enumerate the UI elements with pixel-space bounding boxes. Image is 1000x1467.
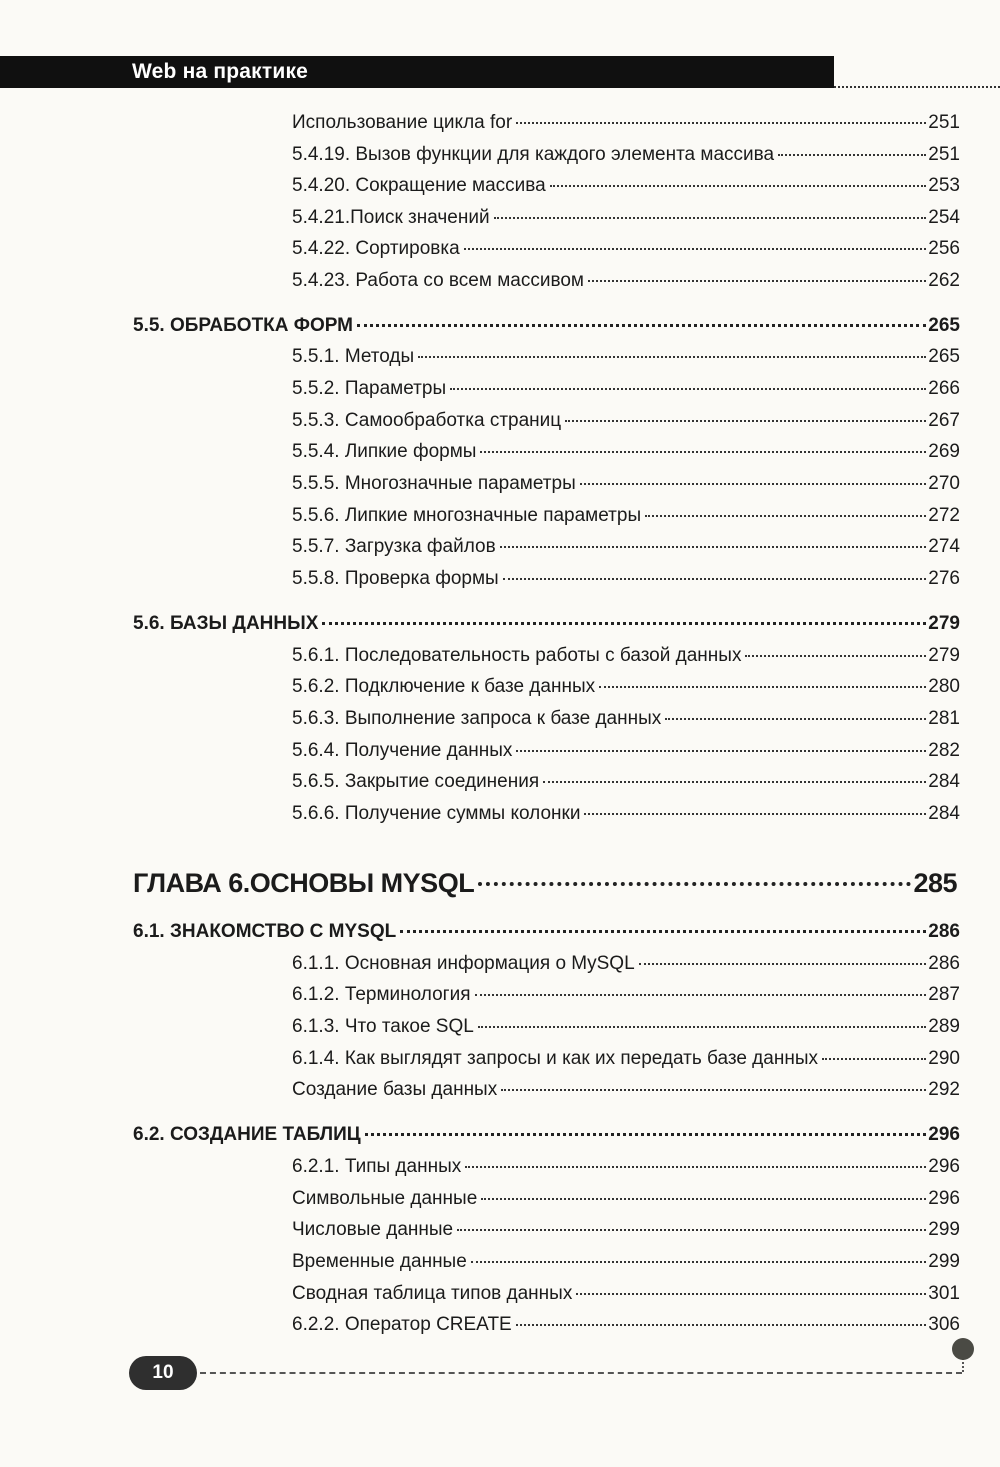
toc-entry [292,1156,960,1178]
toc-entry [292,441,960,463]
toc-entry-title: 5.4.23. Работа со всем массивом [292,270,584,291]
toc-entry [292,708,960,730]
toc-leader-dots [500,546,927,548]
toc-entry [292,1048,960,1070]
toc-entry-title: 5.4.22. Сортировка [292,238,460,259]
toc-leader-dots [565,420,926,422]
toc-leader-dots [778,154,926,156]
toc-leader-dots [365,1133,927,1136]
toc-page-number: 265 [928,315,960,336]
toc-entry-title: 5.5.1. Методы [292,346,415,367]
toc-entry-title: Символьные данные [292,1188,478,1209]
toc-entry-title: 5.6.5. Закрытие соединения [292,771,540,792]
toc-entry [292,984,960,1006]
toc-leader-dots [550,185,927,187]
toc-entry-title: 5.5.6. Липкие многозначные параметры [292,505,642,526]
toc-leader-dots [639,963,927,965]
footer-dotted-rule [200,1372,962,1374]
toc-entry-title: 5.6. БАЗЫ ДАННЫХ [133,613,319,634]
toc-entry-title: 5.6.4. Получение данных [292,740,513,761]
toc-entry-title: ГЛАВА 6.ОСНОВЫ MYSQL [133,868,475,898]
toc-page-number: 281 [928,708,960,729]
toc-page-number: 282 [928,740,960,761]
toc-leader-dots [516,122,926,124]
toc-entry-title: 5.5.3. Самообработка страниц [292,410,562,431]
toc-page-number: 270 [928,473,960,494]
toc-leader-dots [475,994,927,996]
toc-entry [292,1188,960,1210]
toc-page-number: 290 [928,1048,960,1069]
toc-entry-title: 5.5.4. Липкие формы [292,441,477,462]
toc-entry-title: 6.1.4. Как выглядят запросы и как их передать базе данных [292,1048,818,1069]
toc-entry-title: 6.1. ЗНАКОМСТВО С MYSQL [133,921,397,942]
toc-leader-dots [543,781,926,783]
toc-entry [292,676,960,698]
toc-leader-dots [418,356,926,358]
toc-entry [292,1251,960,1273]
toc-page-number: 287 [928,984,960,1005]
toc-section [133,613,960,635]
toc-leader-dots [457,1229,926,1231]
toc-entry [292,346,960,368]
running-header-title: Web на практике [132,60,309,83]
footer-dot-stem [962,1358,964,1372]
toc-leader-dots [494,217,927,219]
toc-leader-dots [400,930,926,933]
toc-leader-dots [580,483,927,485]
toc-entry [292,1016,960,1038]
toc-page-number: 265 [928,346,960,367]
toc-entry [292,270,960,292]
toc-entry-title: 6.1.2. Терминология [292,984,471,1005]
toc-entry [292,378,960,400]
toc-entry [292,144,960,166]
toc-entry [292,238,960,260]
toc-entry [292,1079,960,1101]
toc-page-number: 306 [928,1314,960,1335]
toc-leader-dots [357,324,926,327]
toc-page-number: 269 [928,441,960,462]
toc-entry [292,505,960,527]
toc-entry [292,803,960,825]
toc-section [133,921,960,943]
toc-entry [292,410,960,432]
toc-page-number: 286 [928,953,960,974]
toc-page-number: 285 [913,868,957,898]
toc-leader-dots [478,882,911,886]
toc-page-number: 296 [928,1188,960,1209]
toc-entry-title: Создание базы данных [292,1079,498,1100]
toc-page-number: 274 [928,536,960,557]
toc-page-number: 251 [928,144,960,165]
toc-page-number: 286 [928,921,960,942]
toc-page-number: 254 [928,207,960,228]
toc-entry [292,740,960,762]
toc-leader-dots [450,388,926,390]
toc-page-number: 262 [928,270,960,291]
toc-page-number: 266 [928,378,960,399]
toc-entry [292,1219,960,1241]
toc-entry-title: 5.4.21.Поиск значений [292,207,490,228]
toc-leader-dots [665,718,926,720]
toc-entry [292,771,960,793]
toc-entry-title: Сводная таблица типов данных [292,1283,573,1304]
toc-entry [292,1314,960,1336]
toc-leader-dots [516,1324,927,1326]
toc-chapter [133,868,957,899]
toc-leader-dots [584,813,926,815]
page-number-badge [129,1356,197,1390]
toc-entry-title: 6.1.3. Что такое SQL [292,1016,474,1037]
toc-entry [292,473,960,495]
toc-entry-title: 5.5.5. Многозначные параметры [292,473,576,494]
toc-page-number: 299 [928,1251,960,1272]
toc-entry-title: 5.5. ОБРАБОТКА ФОРМ [133,315,354,336]
running-header [0,56,834,88]
toc-page-number: 272 [928,505,960,526]
toc-entry [292,175,960,197]
toc-leader-dots [471,1261,927,1263]
toc-entry [292,568,960,590]
toc-entry-title: 5.5.7. Загрузка файлов [292,536,496,557]
toc-page-number: 253 [928,175,960,196]
toc-entry-title: 5.6.6. Получение суммы колонки [292,803,581,824]
toc-page-number: 296 [928,1124,960,1145]
toc-leader-dots [599,686,926,688]
toc-section [133,315,960,337]
toc-page-number: 296 [928,1156,960,1177]
toc-entry-title: 5.6.2. Подключение к базе данных [292,676,596,697]
toc-leader-dots [480,451,926,453]
toc-entry-title: 6.2. СОЗДАНИЕ ТАБЛИЦ [133,1124,361,1145]
header-dotted-rule [834,86,1000,88]
toc-entry-title: Временные данные [292,1251,467,1272]
toc-leader-dots [822,1058,926,1060]
toc-entry [292,112,960,134]
toc-entry-title: 6.1.1. Основная информация о MySQL [292,953,635,974]
toc-page-number: 301 [928,1283,960,1304]
toc-entry-title: 5.5.8. Проверка формы [292,568,499,589]
toc-entry-title: 5.6.1. Последовательность работы с базой данных [292,645,742,666]
toc-leader-dots [465,1166,926,1168]
toc-page-number: 289 [928,1016,960,1037]
toc-entry-title: Числовые данные [292,1219,454,1240]
toc-leader-dots [322,622,926,625]
toc-page-number: 284 [928,803,960,824]
toc-leader-dots [481,1198,926,1200]
toc-leader-dots [478,1026,926,1028]
toc-entry-title: 5.5.2. Параметры [292,378,447,399]
toc-page-number: 292 [928,1079,960,1100]
toc-page-number: 267 [928,410,960,431]
toc-leader-dots [503,578,927,580]
toc-entry-title: Использование цикла for [292,112,513,133]
toc-entry-title: 6.2.2. Оператор CREATE [292,1314,512,1335]
toc-entry-title: 5.6.3. Выполнение запроса к базе данных [292,708,662,729]
toc-entry [292,1283,960,1305]
toc-page-number: 284 [928,771,960,792]
toc-leader-dots [501,1089,926,1091]
toc-entry-title: 6.2.1. Типы данных [292,1156,462,1177]
toc-leader-dots [464,248,927,250]
page-number: 10 [152,1362,174,1383]
toc-page-number: 299 [928,1219,960,1240]
toc-page-number: 256 [928,238,960,259]
footer-dot-ornament [952,1338,974,1360]
toc-section [133,1124,960,1146]
toc-entry [292,645,960,667]
toc-leader-dots [645,515,926,517]
toc-entry [292,536,960,558]
toc-page-number: 276 [928,568,960,589]
toc-leader-dots [745,655,926,657]
toc-leader-dots [516,750,926,752]
toc-entry-title: 5.4.19. Вызов функции для каждого элемента массива [292,144,775,165]
toc-entry-title: 5.4.20. Сокращение массива [292,175,546,196]
toc-entry [292,953,960,975]
toc-leader-dots [576,1293,926,1295]
toc-page-number: 280 [928,676,960,697]
toc-page-number: 251 [928,112,960,133]
toc-entry [292,207,960,229]
toc-page-number: 279 [928,645,960,666]
toc-page-number: 279 [928,613,960,634]
toc-leader-dots [588,280,926,282]
